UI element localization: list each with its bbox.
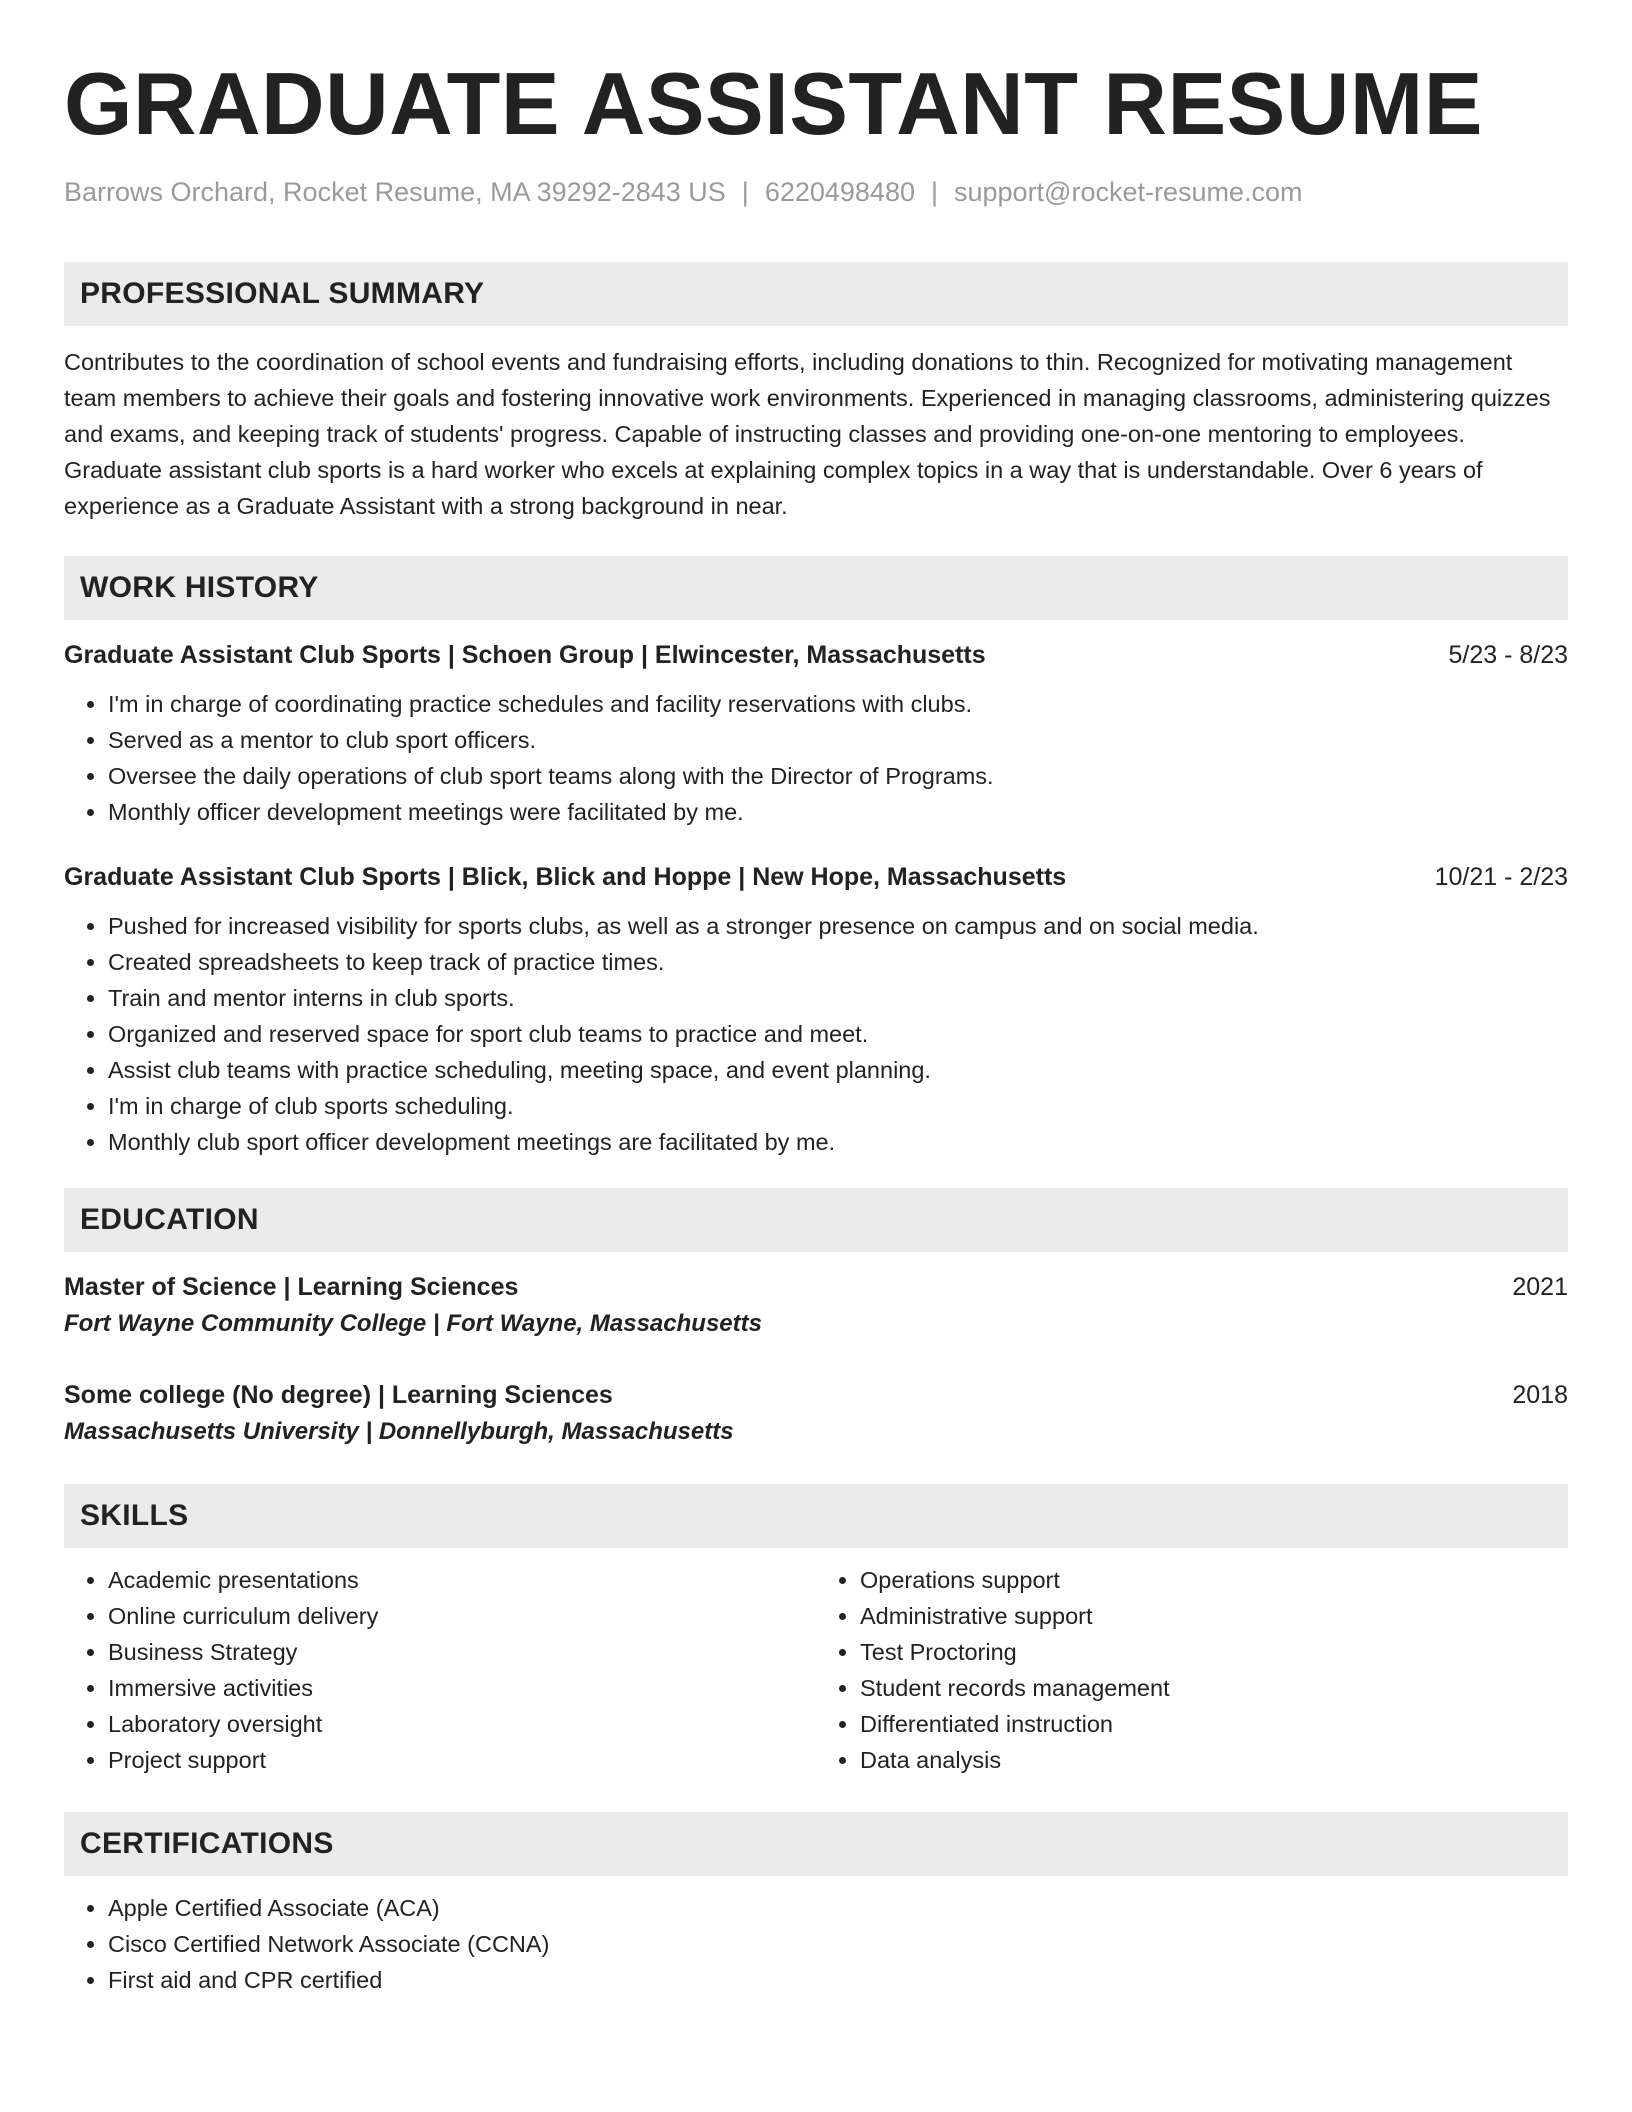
certification-item: • Apple Certified Associate (ACA) bbox=[108, 1890, 1568, 1926]
job-bullet: • Pushed for increased visibility for sports clubs, as well as a stronger presence on campus and on social media. bbox=[108, 908, 1568, 944]
summary-text: Contributes to the coordination of school events and fundraising efforts, including donations to thin. Recognized for motivating management team members to achieve their goals and fostering innovative work environments. Experienced in managing classrooms, administering quizzes and exams, and keeping track of students' progress. Capable of instructing classes and providing one-on-one mentoring to employees. Graduate assistant club sports is a hard worker who excels at explaining complex topics in a way that is understandable. Over 6 years of experience as a Graduate Assistant with a strong background in near. bbox=[64, 349, 1551, 519]
skill-item: • Laboratory oversight bbox=[108, 1706, 816, 1742]
skills-grid bbox=[64, 1548, 1568, 1778]
education-header bbox=[64, 1378, 1568, 1412]
job-header bbox=[64, 638, 1568, 672]
skill-item: • Differentiated instruction bbox=[860, 1706, 1568, 1742]
contact-phone: 6220498480 bbox=[764, 177, 915, 207]
job-bullets bbox=[64, 686, 1568, 830]
section-header-work-history: WORK HISTORY bbox=[64, 556, 1568, 620]
skill-item: • Academic presentations bbox=[108, 1562, 816, 1598]
education-school: Fort Wayne Community College | Fort Wayne, Massachusetts bbox=[64, 1310, 762, 1337]
job-dates: 10/21 - 2/23 bbox=[1434, 863, 1568, 891]
job-bullet: • Served as a mentor to club sport officers. bbox=[108, 722, 1568, 758]
contact-line bbox=[64, 174, 1568, 210]
education-degree: Some college (No degree) | Learning Sciences bbox=[64, 1381, 613, 1409]
contact-address: Barrows Orchard, Rocket Resume, MA 39292-2843 US bbox=[64, 177, 726, 207]
skills-list-right bbox=[816, 1562, 1568, 1778]
section-header-certifications: CERTIFICATIONS bbox=[64, 1812, 1568, 1876]
section-header-summary: PROFESSIONAL SUMMARY bbox=[64, 262, 1568, 326]
skill-item: • Business Strategy bbox=[108, 1634, 816, 1670]
education-year: 2021 bbox=[1512, 1273, 1568, 1301]
education-entry bbox=[64, 1378, 1568, 1450]
skill-item: • Test Proctoring bbox=[860, 1634, 1568, 1670]
skill-item: • Immersive activities bbox=[108, 1670, 816, 1706]
skills-list-left bbox=[64, 1562, 816, 1778]
job-bullet: • I'm in charge of club sports scheduling. bbox=[108, 1088, 1568, 1124]
certifications-list bbox=[64, 1890, 1568, 1998]
education-entry bbox=[64, 1270, 1568, 1342]
skill-item: • Project support bbox=[108, 1742, 816, 1778]
job-bullets bbox=[64, 908, 1568, 1160]
job-title: Graduate Assistant Club Sports | Blick, Blick and Hoppe | New Hope, Massachusetts bbox=[64, 863, 1067, 891]
job-bullet: • Assist club teams with practice scheduling, meeting space, and event planning. bbox=[108, 1052, 1568, 1088]
section-header-education: EDUCATION bbox=[64, 1188, 1568, 1252]
job-header bbox=[64, 860, 1568, 894]
job-bullet: • Oversee the daily operations of club sport teams along with the Director of Programs. bbox=[108, 758, 1568, 794]
job-dates: 5/23 - 8/23 bbox=[1448, 641, 1568, 669]
job-entry bbox=[64, 860, 1568, 1160]
education-school: Massachusetts University | Donnellyburgh, Massachusetts bbox=[64, 1418, 734, 1445]
education-header bbox=[64, 1270, 1568, 1304]
contact-email: support@rocket-resume.com bbox=[954, 177, 1303, 207]
certification-item: • First aid and CPR certified bbox=[108, 1962, 1568, 1998]
job-bullet: • Train and mentor interns in club sports. bbox=[108, 980, 1568, 1016]
job-title: Graduate Assistant Club Sports | Schoen Group | Elwincester, Massachusetts bbox=[64, 641, 986, 669]
job-bullet: • Organized and reserved space for sport club teams to practice and meet. bbox=[108, 1016, 1568, 1052]
job-bullet: • Monthly officer development meetings were facilitated by me. bbox=[108, 794, 1568, 830]
education-year: 2018 bbox=[1512, 1381, 1568, 1409]
job-bullet: • I'm in charge of coordinating practice schedules and facility reservations with clubs. bbox=[108, 686, 1568, 722]
certification-item: • Cisco Certified Network Associate (CCNA) bbox=[108, 1926, 1568, 1962]
resume-title: GRADUATE ASSISTANT RESUME bbox=[64, 54, 1483, 153]
contact-separator: | bbox=[741, 177, 749, 207]
contact-separator: | bbox=[930, 177, 938, 207]
skill-item: • Online curriculum delivery bbox=[108, 1598, 816, 1634]
skill-item: • Student records management bbox=[860, 1670, 1568, 1706]
skill-item: • Operations support bbox=[860, 1562, 1568, 1598]
job-bullet: • Created spreadsheets to keep track of practice times. bbox=[108, 944, 1568, 980]
skill-item: • Administrative support bbox=[860, 1598, 1568, 1634]
job-bullet: • Monthly club sport officer development meetings are facilitated by me. bbox=[108, 1124, 1568, 1160]
skill-item: • Data analysis bbox=[860, 1742, 1568, 1778]
job-entry bbox=[64, 638, 1568, 830]
section-header-skills: SKILLS bbox=[64, 1484, 1568, 1548]
education-degree: Master of Science | Learning Sciences bbox=[64, 1273, 519, 1301]
